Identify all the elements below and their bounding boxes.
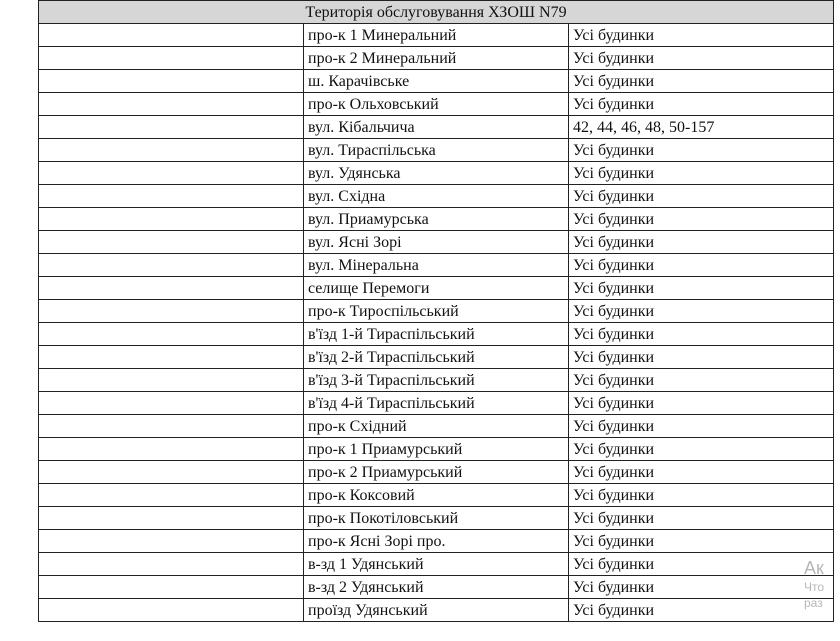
- street-cell: вул. Мінеральна: [304, 254, 569, 277]
- table-row: [39, 346, 834, 369]
- table-row: [39, 47, 834, 70]
- street-cell: вул. Кібальчича: [304, 116, 569, 139]
- houses-cell: Усі будинки: [569, 208, 834, 231]
- watermark-line-3: раз: [804, 596, 823, 610]
- street-cell: про-к 1 Минеральний: [304, 24, 569, 47]
- table-row: [39, 323, 834, 346]
- blank-cell: [39, 530, 304, 553]
- street-cell: в-зд 1 Удянський: [304, 553, 569, 576]
- table-row: [39, 599, 834, 622]
- table-row: [39, 438, 834, 461]
- street-cell: про-к 2 Приамурський: [304, 461, 569, 484]
- street-cell: в-зд 2 Удянський: [304, 576, 569, 599]
- houses-cell: Усі будинки: [569, 484, 834, 507]
- table-row: [39, 507, 834, 530]
- street-cell: селище Перемоги: [304, 277, 569, 300]
- blank-cell: [39, 254, 304, 277]
- houses-cell: Усі будинки: [569, 369, 834, 392]
- street-cell: вул. Тираспільська: [304, 139, 569, 162]
- houses-cell: Усі будинки: [569, 576, 834, 599]
- street-cell: в'їзд 3-й Тираспільський: [304, 369, 569, 392]
- houses-cell: Усі будинки: [569, 323, 834, 346]
- houses-cell: Усі будинки: [569, 415, 834, 438]
- street-cell: в'їзд 4-й Тираспільський: [304, 392, 569, 415]
- table-row: [39, 70, 834, 93]
- table-row: [39, 277, 834, 300]
- blank-cell: [39, 415, 304, 438]
- blank-cell: [39, 576, 304, 599]
- houses-cell: 42, 44, 46, 48, 50-157: [569, 116, 834, 139]
- blank-cell: [39, 369, 304, 392]
- houses-cell: Усі будинки: [569, 277, 834, 300]
- street-cell: проїзд Удянський: [304, 599, 569, 622]
- table-row: [39, 415, 834, 438]
- houses-cell: Усі будинки: [569, 300, 834, 323]
- table-row: [39, 24, 834, 47]
- blank-cell: [39, 208, 304, 231]
- table-row: [39, 530, 834, 553]
- houses-cell: Усі будинки: [569, 392, 834, 415]
- street-cell: про-к 1 Приамурський: [304, 438, 569, 461]
- houses-cell: Усі будинки: [569, 530, 834, 553]
- table-row: [39, 369, 834, 392]
- blank-cell: [39, 484, 304, 507]
- blank-cell: [39, 24, 304, 47]
- table-title: Територія обслуговування ХЗОШ N79: [39, 1, 834, 24]
- houses-cell: Усі будинки: [569, 599, 834, 622]
- street-cell: про-к Тироспільський: [304, 300, 569, 323]
- street-cell: про-к Покотіловський: [304, 507, 569, 530]
- street-cell: про-к 2 Минеральний: [304, 47, 569, 70]
- blank-cell: [39, 116, 304, 139]
- houses-cell: Усі будинки: [569, 346, 834, 369]
- houses-cell: Усі будинки: [569, 231, 834, 254]
- houses-cell: Усі будинки: [569, 507, 834, 530]
- blank-cell: [39, 323, 304, 346]
- table-header-row: [39, 1, 834, 24]
- street-cell: про-к Ольховський: [304, 93, 569, 116]
- houses-cell: Усі будинки: [569, 254, 834, 277]
- blank-cell: [39, 70, 304, 93]
- street-cell: вул. Удянська: [304, 162, 569, 185]
- blank-cell: [39, 553, 304, 576]
- houses-cell: Усі будинки: [569, 438, 834, 461]
- street-cell: про-к Східний: [304, 415, 569, 438]
- blank-cell: [39, 93, 304, 116]
- blank-cell: [39, 139, 304, 162]
- houses-cell: Усі будинки: [569, 162, 834, 185]
- houses-cell: Усі будинки: [569, 139, 834, 162]
- blank-cell: [39, 231, 304, 254]
- watermark-line-2: Что: [804, 580, 825, 594]
- table-row: [39, 231, 834, 254]
- table-row: [39, 139, 834, 162]
- blank-cell: [39, 392, 304, 415]
- table-row: [39, 116, 834, 139]
- document-page: [38, 0, 834, 622]
- table-row: [39, 162, 834, 185]
- houses-cell: Усі будинки: [569, 47, 834, 70]
- table-row: [39, 300, 834, 323]
- street-cell: вул. Східна: [304, 185, 569, 208]
- houses-cell: Усі будинки: [569, 185, 834, 208]
- table-row: [39, 461, 834, 484]
- houses-cell: Усі будинки: [569, 553, 834, 576]
- blank-cell: [39, 277, 304, 300]
- table-row: [39, 254, 834, 277]
- street-cell: вул. Ясні Зорі: [304, 231, 569, 254]
- table-row: [39, 553, 834, 576]
- blank-cell: [39, 599, 304, 622]
- blank-cell: [39, 185, 304, 208]
- blank-cell: [39, 438, 304, 461]
- houses-cell: Усі будинки: [569, 70, 834, 93]
- table-row: [39, 185, 834, 208]
- activation-watermark: [804, 557, 840, 611]
- street-cell: про-к Коксовий: [304, 484, 569, 507]
- table-row: [39, 484, 834, 507]
- street-cell: про-к Ясні Зорі про.: [304, 530, 569, 553]
- street-cell: в'їзд 1-й Тираспільський: [304, 323, 569, 346]
- houses-cell: Усі будинки: [569, 93, 834, 116]
- blank-cell: [39, 461, 304, 484]
- street-cell: ш. Карачівське: [304, 70, 569, 93]
- blank-cell: [39, 300, 304, 323]
- blank-cell: [39, 162, 304, 185]
- table-row: [39, 392, 834, 415]
- street-cell: в'їзд 2-й Тираспільський: [304, 346, 569, 369]
- watermark-line-1: Ак: [804, 558, 824, 578]
- territory-table: [38, 0, 834, 622]
- street-cell: вул. Приамурська: [304, 208, 569, 231]
- blank-cell: [39, 507, 304, 530]
- table-row: [39, 576, 834, 599]
- blank-cell: [39, 346, 304, 369]
- table-row: [39, 93, 834, 116]
- houses-cell: Усі будинки: [569, 461, 834, 484]
- table-row: [39, 208, 834, 231]
- blank-cell: [39, 47, 304, 70]
- houses-cell: Усі будинки: [569, 24, 834, 47]
